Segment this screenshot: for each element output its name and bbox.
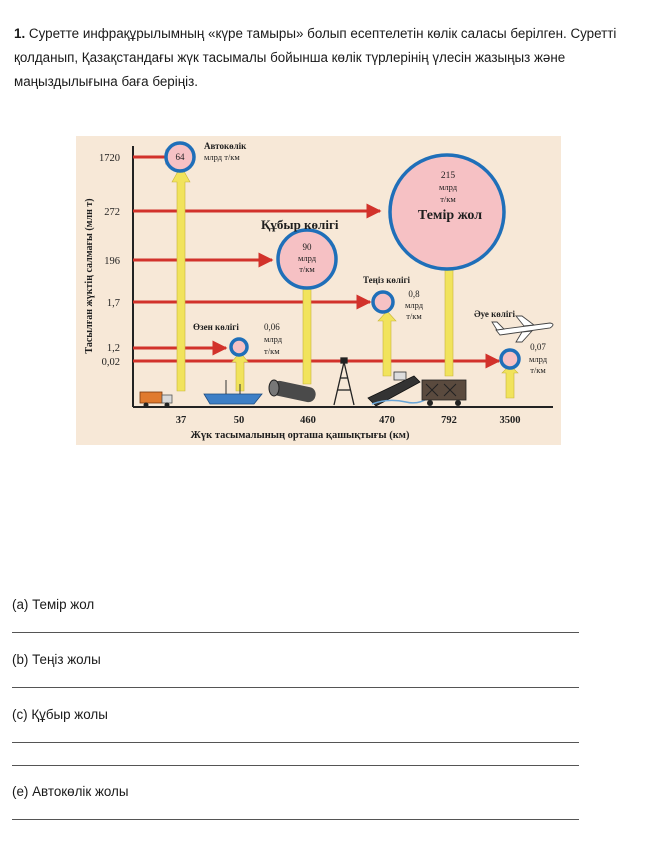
pipe-title: Құбыр көлігі [261,217,339,232]
answer-line-b[interactable] [12,687,579,688]
yellow-arrow-rail [440,254,458,376]
task-number: 1. [14,26,26,41]
air-title: Әуе көлігі [474,309,515,319]
y-tick-272: 272 [104,207,120,218]
auto-value: 64 [175,152,185,162]
sea-unit-1: млрд [404,300,424,310]
rail-unit-1: млрд [438,182,458,192]
y-tick-0-02: 0,02 [101,357,120,368]
river-unit-2: т/км [264,346,280,356]
rail-unit-2: т/км [440,194,456,204]
sea-value: 0,8 [408,289,420,299]
answer-label-e: (e) Автокөлік жолы [12,784,129,799]
x-tick-37: 37 [175,415,187,426]
bubble-sea [373,292,393,312]
auto-title: Автокөлік [204,141,247,151]
y-tick-1-7: 1,7 [106,298,120,309]
transport-chart [76,136,561,445]
y-tick-196: 196 [104,256,120,267]
x-tick-470: 470 [379,415,395,426]
bubble-river [231,339,247,355]
yellow-arrow-air [502,365,518,398]
yellow-arrow-pipe [298,276,316,384]
x-axis-label: Жүк тасымалының орташа қашықтығы (км) [190,430,410,441]
x-tick-3500: 3500 [499,415,521,426]
pipe-value: 90 [302,242,312,252]
rail-wagon-icon [422,380,466,406]
oil-derrick-icon [334,358,354,405]
answer-line-c-1[interactable] [12,742,579,743]
answer-line-a[interactable] [12,632,579,633]
rail-title: Теміp жол [417,208,483,223]
sea-unit-2: т/км [406,311,422,321]
river-boat-icon [204,380,262,404]
task-description: Суретте инфрақұрылымның «күре тамыры» болып есептелетін көлік саласы берілген. Суретті қолданып, Қазақстандағы жүк тасымалы бойынша көлік түрлерінің үлесін жазыңыз және маңыздылығына баға беріңіз. [14,26,617,89]
x-tick-792: 792 [441,415,457,426]
pipe-unit-1: млрд [297,253,317,263]
truck-icon [140,392,172,408]
ship-icon [368,372,428,406]
air-unit-1: млрд [528,354,548,364]
auto-unit: млрд т/км [204,152,240,162]
answer-label-a: (a) Теміp жол [12,597,95,612]
river-title: Өзен көлігі [193,322,239,332]
yellow-arrow-auto [172,166,190,391]
air-unit-2: т/км [530,365,546,375]
x-tick-460: 460 [300,415,316,426]
answer-label-b: (b) Теңіз жолы [12,652,101,667]
x-tick-50: 50 [233,415,245,426]
pipe-unit-2: т/км [299,264,315,274]
task-text [14,22,624,94]
rail-value: 215 [440,171,456,181]
transport-figure [76,136,561,445]
answer-label-c: (c) Құбыр жолы [12,707,108,722]
air-value: 0,07 [530,342,546,352]
y-tick-1-2: 1,2 [106,343,120,354]
answer-line-c-2[interactable] [12,765,579,766]
river-unit-1: млрд [264,334,283,344]
bubble-air [501,350,519,368]
y-tick-1720: 1720 [99,153,120,164]
answer-line-e[interactable] [12,819,579,820]
yellow-arrow-sea [378,311,396,376]
y-axis-label: Тасылған жүктің салмағы (млн т) [84,198,95,354]
airplane-icon [492,316,553,342]
sea-title: Теңіз көлігі [363,275,411,285]
river-value: 0,06 [264,322,280,332]
